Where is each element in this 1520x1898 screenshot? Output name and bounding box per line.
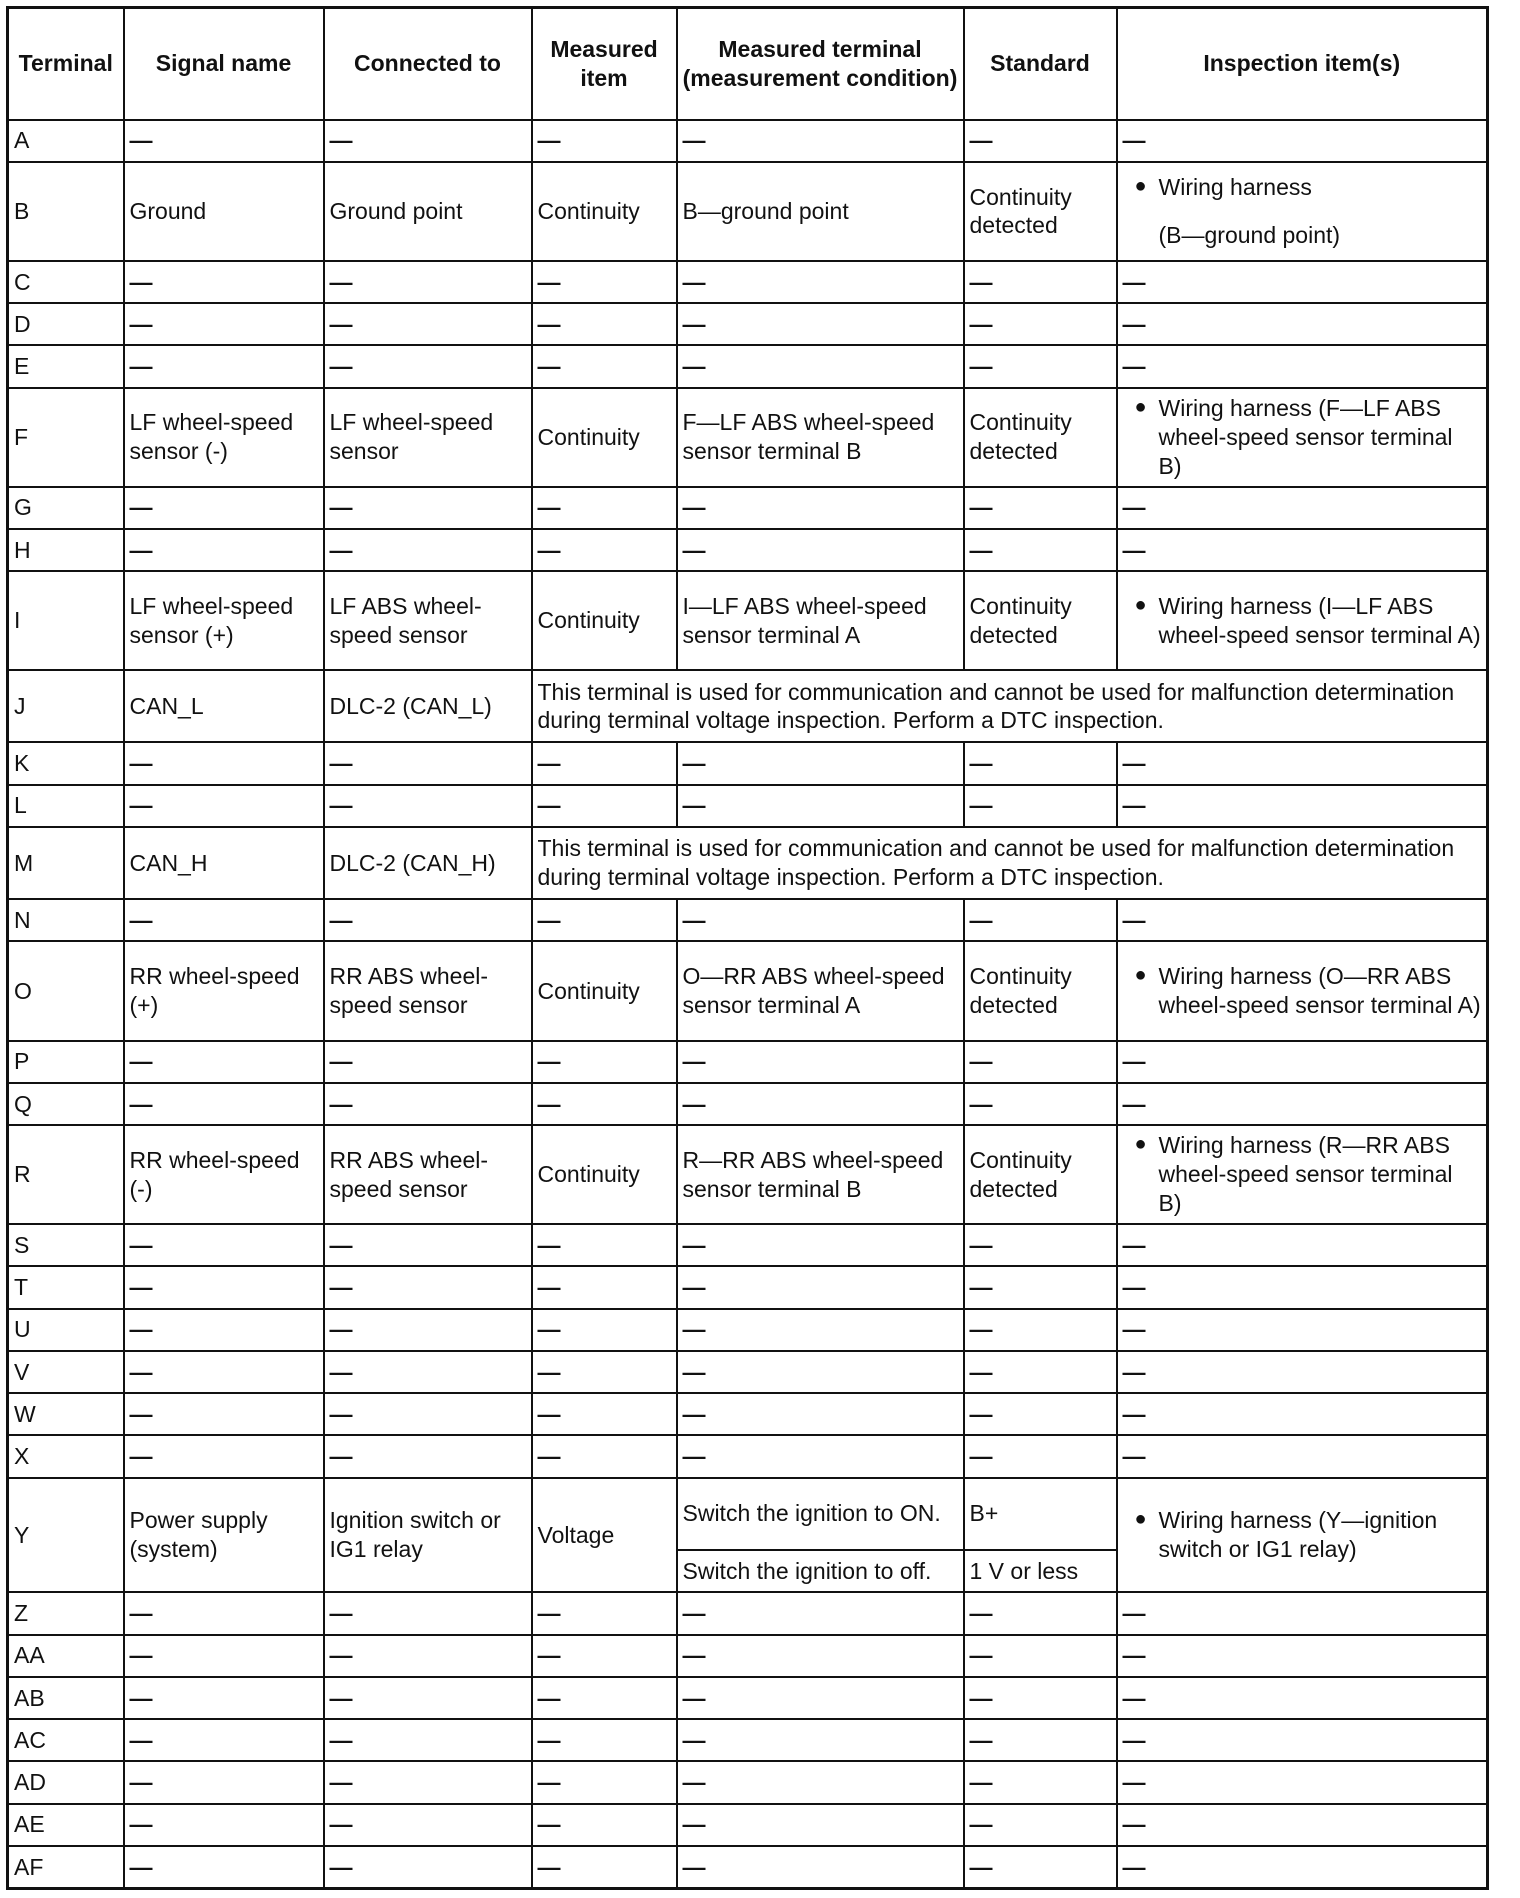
inspection-cell <box>1117 162 1488 261</box>
signal-cell: — <box>124 1393 324 1435</box>
measured-terminal-cell: — <box>677 1083 964 1125</box>
terminal-cell: J <box>8 670 124 742</box>
inspection-cell <box>1117 571 1488 670</box>
inspection-cell: — <box>1117 487 1488 529</box>
standard-cell: 1 V or less <box>964 1550 1117 1592</box>
standard-cell: — <box>964 1309 1117 1351</box>
measured-item-cell: Continuity <box>532 388 677 487</box>
standard-cell: Continuity detected <box>964 162 1117 261</box>
terminal-cell: V <box>8 1351 124 1393</box>
standard-cell: — <box>964 345 1117 387</box>
terminal-cell: Z <box>8 1592 124 1634</box>
standard-cell: — <box>964 742 1117 784</box>
connected-cell: — <box>324 303 532 345</box>
inspection-cell: — <box>1117 1041 1488 1083</box>
table-row <box>8 487 1488 529</box>
standard-cell: B+ <box>964 1478 1117 1550</box>
terminal-cell: U <box>8 1309 124 1351</box>
terminal-cell: AA <box>8 1635 124 1677</box>
inspection-text: Wiring harness <box>1158 173 1312 200</box>
standard-cell: — <box>964 1041 1117 1083</box>
table-row <box>8 1719 1488 1761</box>
table-row <box>8 899 1488 941</box>
measured-terminal-cell: — <box>677 1351 964 1393</box>
standard-cell: Continuity detected <box>964 571 1117 670</box>
table-row <box>8 388 1488 487</box>
connected-cell: — <box>324 261 532 303</box>
terminal-cell: M <box>8 827 124 899</box>
measured-item-cell: — <box>532 1083 677 1125</box>
connected-cell: — <box>324 487 532 529</box>
table-row <box>8 571 1488 670</box>
inspection-cell <box>1117 1125 1488 1224</box>
table-row <box>8 162 1488 261</box>
terminal-cell: AD <box>8 1761 124 1803</box>
table-row <box>8 1266 1488 1308</box>
connected-cell: — <box>324 785 532 827</box>
table-row <box>8 742 1488 784</box>
terminal-cell: AE <box>8 1804 124 1846</box>
terminal-cell: I <box>8 571 124 670</box>
connected-cell: — <box>324 1846 532 1889</box>
terminal-cell: T <box>8 1266 124 1308</box>
measured-terminal-cell: — <box>677 899 964 941</box>
signal-cell: — <box>124 345 324 387</box>
measured-terminal-cell: — <box>677 1635 964 1677</box>
signal-cell: — <box>124 303 324 345</box>
terminal-cell: N <box>8 899 124 941</box>
connected-cell: — <box>324 899 532 941</box>
standard-cell: — <box>964 1635 1117 1677</box>
signal-cell: RR wheel-speed (+) <box>124 941 324 1040</box>
signal-cell: — <box>124 529 324 571</box>
table-row <box>8 1309 1488 1351</box>
measured-terminal-cell: O—RR ABS wheel-speed sensor terminal A <box>677 941 964 1040</box>
bullet-icon: ● <box>1134 1508 1147 1531</box>
measured-item-cell: Continuity <box>532 571 677 670</box>
connected-cell: — <box>324 1083 532 1125</box>
standard-cell: — <box>964 303 1117 345</box>
terminal-cell: B <box>8 162 124 261</box>
signal-cell: — <box>124 487 324 529</box>
inspection-cell <box>1117 941 1488 1040</box>
measured-terminal-cell: — <box>677 261 964 303</box>
measured-item-cell: — <box>532 1041 677 1083</box>
standard-cell: — <box>964 1083 1117 1125</box>
measured-terminal-cell: — <box>677 742 964 784</box>
connected-cell: — <box>324 1435 532 1477</box>
measured-terminal-cell: — <box>677 1435 964 1477</box>
signal-cell: CAN_L <box>124 670 324 742</box>
table-row <box>8 1846 1488 1889</box>
measured-item-cell: — <box>532 120 677 162</box>
measured-terminal-cell: — <box>677 1719 964 1761</box>
terminal-cell: K <box>8 742 124 784</box>
connected-cell: — <box>324 1635 532 1677</box>
inspection-text: Wiring harness (Y—ignition switch or IG1 relay) <box>1158 1507 1438 1562</box>
connected-cell: — <box>324 1804 532 1846</box>
inspection-cell: — <box>1117 1266 1488 1308</box>
connected-cell: RR ABS wheel-speed sensor <box>324 941 532 1040</box>
measured-item-cell: — <box>532 1635 677 1677</box>
measured-item-cell: — <box>532 1719 677 1761</box>
standard-cell: — <box>964 1351 1117 1393</box>
signal-cell: RR wheel-speed (-) <box>124 1125 324 1224</box>
signal-cell: — <box>124 1041 324 1083</box>
measured-terminal-cell: — <box>677 120 964 162</box>
measured-terminal-cell: — <box>677 345 964 387</box>
measured-item-cell: — <box>532 303 677 345</box>
terminal-cell: Y <box>8 1478 124 1592</box>
inspection-cell: — <box>1117 1393 1488 1435</box>
measured-item-cell: — <box>532 345 677 387</box>
standard-cell: — <box>964 1677 1117 1719</box>
signal-cell: — <box>124 899 324 941</box>
table-row <box>8 785 1488 827</box>
inspection-cell: — <box>1117 1224 1488 1266</box>
measured-terminal-cell: — <box>677 1846 964 1889</box>
standard-cell: — <box>964 899 1117 941</box>
signal-cell: — <box>124 1592 324 1634</box>
table-row <box>8 303 1488 345</box>
standard-cell: — <box>964 1592 1117 1634</box>
inspection-cell: — <box>1117 1435 1488 1477</box>
terminal-cell: Q <box>8 1083 124 1125</box>
terminal-cell: D <box>8 303 124 345</box>
measured-terminal-cell: R—RR ABS wheel-speed sensor terminal B <box>677 1125 964 1224</box>
connected-cell: — <box>324 1266 532 1308</box>
table-row <box>8 261 1488 303</box>
measured-item-cell: — <box>532 1266 677 1308</box>
inspection-cell: — <box>1117 1592 1488 1634</box>
measured-item-cell: — <box>532 1761 677 1803</box>
header-connected-to: Connected to <box>324 8 532 120</box>
bullet-icon: ● <box>1134 396 1147 419</box>
connected-cell: — <box>324 1351 532 1393</box>
table-row <box>8 1351 1488 1393</box>
connected-cell: LF wheel-speed sensor <box>324 388 532 487</box>
table-row <box>8 1761 1488 1803</box>
signal-cell: Ground <box>124 162 324 261</box>
terminal-cell: AF <box>8 1846 124 1889</box>
inspection-cell: — <box>1117 1635 1488 1677</box>
signal-cell: — <box>124 785 324 827</box>
header-terminal: Terminal <box>8 8 124 120</box>
header-inspection-items: Inspection item(s) <box>1117 8 1488 120</box>
inspection-text: Wiring harness (R—RR ABS wheel-speed sensor terminal B) <box>1158 1132 1453 1216</box>
measured-terminal-cell: — <box>677 1309 964 1351</box>
measured-item-cell: — <box>532 1592 677 1634</box>
table-row <box>8 1804 1488 1846</box>
measured-terminal-cell: — <box>677 1041 964 1083</box>
connected-cell: — <box>324 345 532 387</box>
table-row <box>8 529 1488 571</box>
signal-cell: — <box>124 1224 324 1266</box>
connected-cell: — <box>324 1761 532 1803</box>
terminal-cell: P <box>8 1041 124 1083</box>
inspection-cell: — <box>1117 899 1488 941</box>
inspection-text: Wiring harness (F—LF ABS wheel-speed sensor terminal B) <box>1158 395 1453 479</box>
standard-cell: Continuity detected <box>964 941 1117 1040</box>
header-row <box>8 8 1488 120</box>
inspection-cell: — <box>1117 1677 1488 1719</box>
inspection-cell: — <box>1117 1719 1488 1761</box>
connected-cell: — <box>324 742 532 784</box>
measured-item-cell: — <box>532 899 677 941</box>
standard-cell: — <box>964 1435 1117 1477</box>
table-row <box>8 1592 1488 1634</box>
measured-item-cell: — <box>532 1351 677 1393</box>
terminal-cell: W <box>8 1393 124 1435</box>
connected-cell: LF ABS wheel-speed sensor <box>324 571 532 670</box>
measured-terminal-cell: — <box>677 1393 964 1435</box>
signal-cell: LF wheel-speed sensor (-) <box>124 388 324 487</box>
inspection-text: Wiring harness (O—RR ABS wheel-speed sensor terminal A) <box>1158 963 1481 1018</box>
signal-cell: — <box>124 1761 324 1803</box>
standard-cell: — <box>964 785 1117 827</box>
table-row <box>8 827 1488 899</box>
standard-cell: — <box>964 1846 1117 1889</box>
terminal-cell: X <box>8 1435 124 1477</box>
table-row <box>8 941 1488 1040</box>
terminal-cell: H <box>8 529 124 571</box>
signal-cell: — <box>124 261 324 303</box>
inspection-text: (B—ground point) <box>1158 222 1341 249</box>
measured-terminal-cell: — <box>677 487 964 529</box>
inspection-cell: — <box>1117 1351 1488 1393</box>
table-row <box>8 1393 1488 1435</box>
measured-item-cell: — <box>532 785 677 827</box>
measured-terminal-cell: I—LF ABS wheel-speed sensor terminal A <box>677 571 964 670</box>
terminal-inspection-table <box>6 6 1489 1890</box>
measured-item-cell: — <box>532 1846 677 1889</box>
measured-terminal-cell: — <box>677 529 964 571</box>
terminal-cell: C <box>8 261 124 303</box>
table-row <box>8 1677 1488 1719</box>
table-row <box>8 1083 1488 1125</box>
standard-cell: — <box>964 1266 1117 1308</box>
inspection-cell: — <box>1117 742 1488 784</box>
header-measured-item: Measured item <box>532 8 677 120</box>
inspection-cell: — <box>1117 1846 1488 1889</box>
measured-terminal-cell: — <box>677 1761 964 1803</box>
inspection-text: Wiring harness (I—LF ABS wheel-speed sensor terminal A) <box>1158 592 1481 648</box>
standard-cell: — <box>964 1224 1117 1266</box>
terminal-cell: G <box>8 487 124 529</box>
measured-terminal-cell: — <box>677 1224 964 1266</box>
signal-cell: — <box>124 1435 324 1477</box>
table-row <box>8 1478 1488 1550</box>
communication-note: This terminal is used for communication and cannot be used for malfunction determination during terminal voltage inspection. Perform a DTC inspection. <box>532 827 1488 899</box>
table-row <box>8 1224 1488 1266</box>
signal-cell: — <box>124 1351 324 1393</box>
connected-cell: DLC-2 (CAN_L) <box>324 670 532 742</box>
bullet-icon: ● <box>1134 174 1147 197</box>
measured-terminal-cell: — <box>677 1592 964 1634</box>
connected-cell: — <box>324 1309 532 1351</box>
inspection-cell: — <box>1117 529 1488 571</box>
measured-terminal-cell: — <box>677 1804 964 1846</box>
connected-cell: — <box>324 1041 532 1083</box>
signal-cell: — <box>124 742 324 784</box>
measured-terminal-cell: Switch the ignition to ON. <box>677 1478 964 1550</box>
measured-item-cell: Continuity <box>532 1125 677 1224</box>
measured-item-cell: — <box>532 529 677 571</box>
standard-cell: — <box>964 1761 1117 1803</box>
measured-item-cell: — <box>532 1393 677 1435</box>
inspection-cell: — <box>1117 120 1488 162</box>
measured-item-cell: Voltage <box>532 1478 677 1592</box>
measured-item-cell: Continuity <box>532 162 677 261</box>
signal-cell: — <box>124 1309 324 1351</box>
measured-terminal-cell: Switch the ignition to off. <box>677 1550 964 1592</box>
standard-cell: — <box>964 487 1117 529</box>
terminal-cell: E <box>8 345 124 387</box>
measured-item-cell: — <box>532 1435 677 1477</box>
connected-cell: — <box>324 1224 532 1266</box>
inspection-cell: — <box>1117 1804 1488 1846</box>
measured-terminal-cell: — <box>677 1266 964 1308</box>
standard-cell: — <box>964 529 1117 571</box>
connected-cell: — <box>324 1719 532 1761</box>
terminal-cell: AB <box>8 1677 124 1719</box>
connected-cell: — <box>324 529 532 571</box>
connected-cell: Ground point <box>324 162 532 261</box>
measured-terminal-cell: — <box>677 303 964 345</box>
connected-cell: — <box>324 1592 532 1634</box>
bullet-icon: ● <box>1134 1133 1147 1156</box>
table-row <box>8 120 1488 162</box>
bullet-icon: ● <box>1134 964 1147 987</box>
measured-item-cell: — <box>532 1804 677 1846</box>
measured-item-cell: — <box>532 742 677 784</box>
measured-item-cell: — <box>532 1677 677 1719</box>
standard-cell: — <box>964 261 1117 303</box>
connected-cell: — <box>324 1677 532 1719</box>
standard-cell: — <box>964 1804 1117 1846</box>
standard-cell: Continuity detected <box>964 1125 1117 1224</box>
signal-cell: Power supply (system) <box>124 1478 324 1592</box>
table-row <box>8 1635 1488 1677</box>
connected-cell: DLC-2 (CAN_H) <box>324 827 532 899</box>
inspection-cell <box>1117 388 1488 487</box>
inspection-cell: — <box>1117 1761 1488 1803</box>
standard-cell: Continuity detected <box>964 388 1117 487</box>
table-row <box>8 670 1488 742</box>
header-signal-name: Signal name <box>124 8 324 120</box>
signal-cell: — <box>124 1266 324 1308</box>
signal-cell: — <box>124 1635 324 1677</box>
connected-cell: — <box>324 1393 532 1435</box>
signal-cell: — <box>124 1083 324 1125</box>
standard-cell: — <box>964 120 1117 162</box>
signal-cell: — <box>124 1719 324 1761</box>
connected-cell: — <box>324 120 532 162</box>
inspection-cell <box>1117 1478 1488 1592</box>
connected-cell: RR ABS wheel-speed sensor <box>324 1125 532 1224</box>
inspection-cell: — <box>1117 303 1488 345</box>
table-row <box>8 1435 1488 1477</box>
table-row <box>8 345 1488 387</box>
terminal-cell: L <box>8 785 124 827</box>
measured-item-cell: — <box>532 261 677 303</box>
terminal-cell: O <box>8 941 124 1040</box>
signal-cell: LF wheel-speed sensor (+) <box>124 571 324 670</box>
header-standard: Standard <box>964 8 1117 120</box>
connected-cell: Ignition switch or IG1 relay <box>324 1478 532 1592</box>
inspection-cell: — <box>1117 1083 1488 1125</box>
measured-terminal-cell: F—LF ABS wheel-speed sensor terminal B <box>677 388 964 487</box>
terminal-cell: R <box>8 1125 124 1224</box>
measured-terminal-cell: — <box>677 785 964 827</box>
header-measured-terminal: Measured terminal (measurement condition) <box>677 8 964 120</box>
terminal-cell: AC <box>8 1719 124 1761</box>
communication-note: This terminal is used for communication and cannot be used for malfunction determination during terminal voltage inspection. Perform a DTC inspection. <box>532 670 1488 742</box>
measured-item-cell: — <box>532 1224 677 1266</box>
measured-terminal-cell: — <box>677 1677 964 1719</box>
terminal-cell: A <box>8 120 124 162</box>
terminal-cell: S <box>8 1224 124 1266</box>
signal-cell: — <box>124 120 324 162</box>
table-row <box>8 1125 1488 1224</box>
terminal-cell: F <box>8 388 124 487</box>
table-row <box>8 1041 1488 1083</box>
inspection-cell: — <box>1117 261 1488 303</box>
measured-item-cell: — <box>532 1309 677 1351</box>
signal-cell: — <box>124 1677 324 1719</box>
signal-cell: — <box>124 1804 324 1846</box>
signal-cell: — <box>124 1846 324 1889</box>
inspection-cell: — <box>1117 785 1488 827</box>
measured-terminal-cell: B—ground point <box>677 162 964 261</box>
inspection-cell: — <box>1117 345 1488 387</box>
inspection-cell: — <box>1117 1309 1488 1351</box>
measured-item-cell: Continuity <box>532 941 677 1040</box>
standard-cell: — <box>964 1719 1117 1761</box>
signal-cell: CAN_H <box>124 827 324 899</box>
standard-cell: — <box>964 1393 1117 1435</box>
measured-item-cell: — <box>532 487 677 529</box>
bullet-icon: ● <box>1134 593 1147 616</box>
